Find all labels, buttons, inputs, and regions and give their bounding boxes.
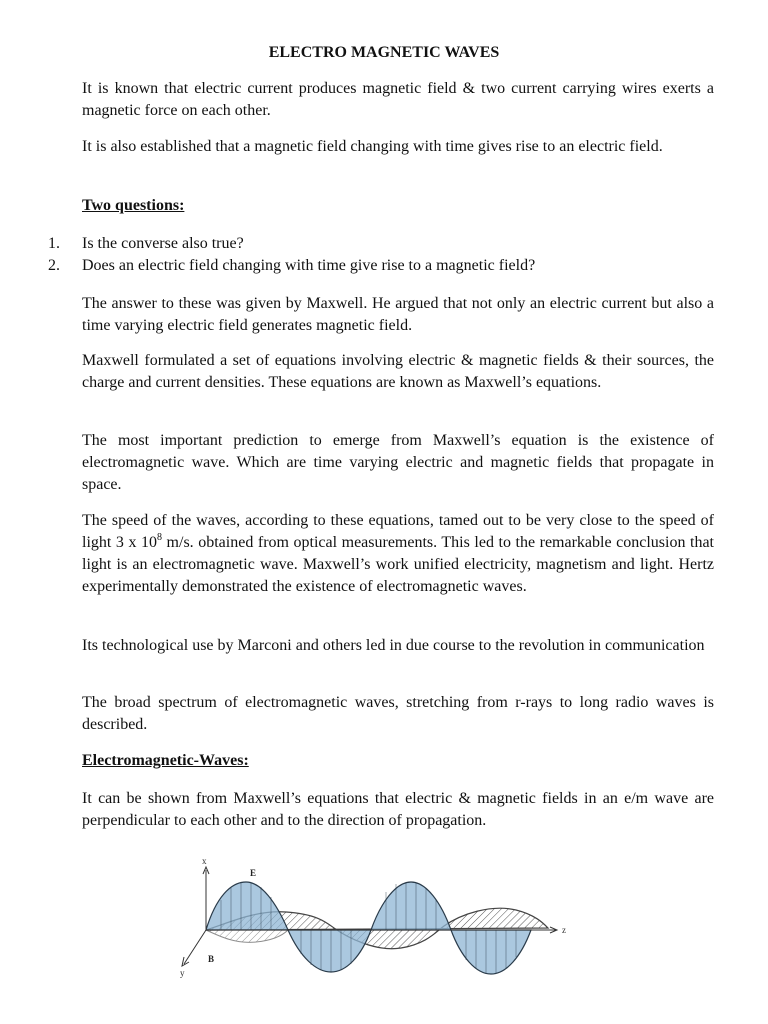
paragraph-spectrum: The broad spectrum of electromagnetic waves, stretching from r-rays to long radio waves is described. [82, 694, 714, 733]
list-text: Is the converse also true? [82, 235, 244, 252]
paragraph-intro: It is known that electric current produces magnetic field & two current carrying wires exerts a magnetic force on each other. [82, 80, 714, 119]
magnetic-field-wave-lower [206, 930, 288, 942]
paragraph-perpendicular-fields: It can be shown from Maxwell’s equations that electric & magnetic fields in an e/m wave are perpendicular to each other and to the direction of propagation. [82, 790, 714, 829]
paragraph-speed-of-waves [82, 510, 714, 598]
paragraph-technological-use: Its technological use by Marconi and others led in due course to the revolution in communication [82, 637, 705, 654]
paragraph-maxwell-answer: The answer to these was given by Maxwell. He argued that not only an electric current but also a time varying electric field generates magnetic field. [82, 295, 714, 334]
paragraph-prediction: The most important prediction to emerge from Maxwell’s equation is the existence of electromagnetic wave. Which are time varying electric and magnetic fields that propagate in space. [82, 432, 714, 493]
list-item [48, 233, 728, 255]
z-axis-label: z [562, 925, 566, 935]
speed-text-a: The speed of the waves, according to these equations, tamed out to be very close to the speed of light 3 x 10 [82, 512, 714, 551]
page-title: ELECTRO MAGNETIC WAVES [268, 44, 500, 61]
speed-exponent: 8 [157, 532, 162, 543]
paragraph-magnetic-field: It is also established that a magnetic field changing with time gives rise to an electric field. [82, 138, 663, 155]
list-number: 2. [48, 257, 60, 274]
em-wave-figure [176, 852, 596, 982]
heading-em-waves: Electromagnetic-Waves: [82, 752, 249, 769]
y-axis [184, 930, 206, 964]
x-axis-label: x [202, 856, 207, 866]
questions-list [48, 233, 728, 277]
paragraph-maxwell-equations: Maxwell formulated a set of equations involving electric & magnetic fields & their sources, the charge and current densities. These equations are known as Maxwell’s equations. [82, 352, 714, 391]
e-field-label: E [250, 868, 257, 878]
y-axis-label: y [180, 968, 185, 978]
speed-text-b: m/s. obtained from optical measurements. This led to the remarkable conclusion that light is an electromagnetic wave. Maxwell’s work unified electricity, magnetism and light. Hertz experimentally demonstrated the existence of electromagnetic waves. [82, 534, 714, 595]
list-item [48, 255, 728, 277]
list-number: 1. [48, 235, 60, 252]
heading-two-questions: Two questions: [82, 197, 185, 214]
b-field-label: B [208, 954, 215, 964]
list-text: Does an electric field changing with time give rise to a magnetic field? [82, 257, 536, 274]
